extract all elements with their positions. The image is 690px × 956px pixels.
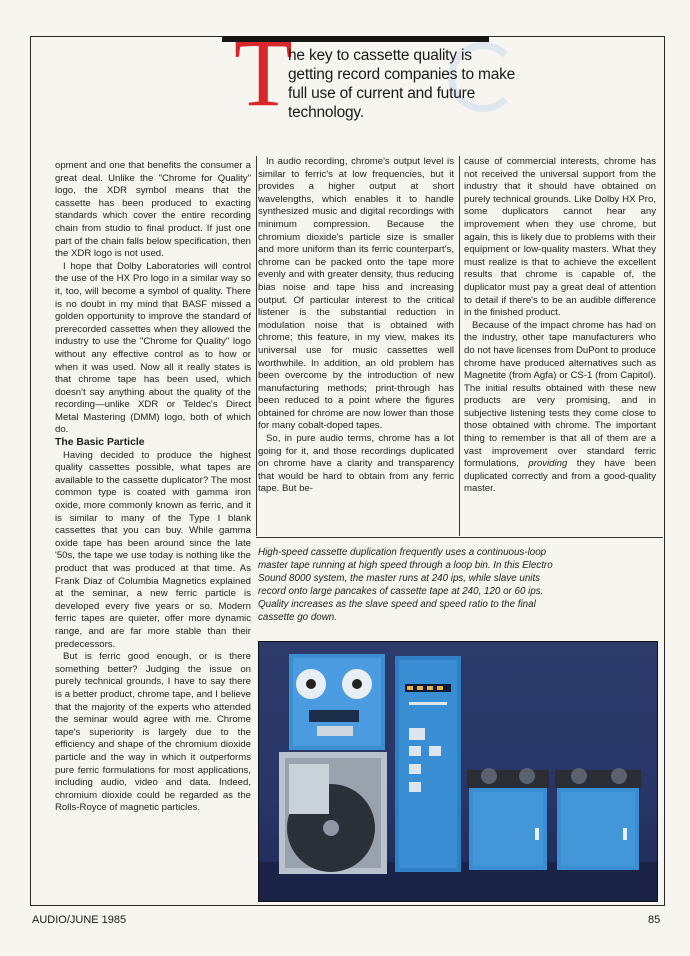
paragraph: Having decided to produce the highest quality cassettes possible, what tapes are available to the cassette duplicator? The most common type is coated with gamma iron oxide, more commonly known as ferric, and it is similar to many of the Type I blank cassettes that you can buy. While gamma oxide tape has been around since the late '50s, the tape we use today is nothing like the product that was produced at that time. As Frank Diaz of Columbia Magnetics explained at the seminar, a new ferric particle is developed every five years or so. Modern ferric tapes are quieter, offer more dynamic range, and are far more stable than their predecessors. bbox=[55, 449, 251, 650]
headline-dropcap: T bbox=[234, 19, 293, 126]
paragraph-text: they have been duplicated correctly and from a good-quality master. bbox=[464, 458, 656, 495]
paragraph: I hope that Dolby Laboratories will control the use of the HX Pro logo in a similar way so it, too, will become a symbol of quality. There is no doubt in my mind that BASF missed a golden opportunity to improve the standard of prerecorded cassettes when they allowed the industry to use the "Chrome for Quality" logo without any effective control as to how or when it was used. Now all it really states is that chrome tape has been used, which doesn't say anything about the quality of the recording—unlike XDR or Teldec's Direct Metal Mastering (DMM) logo, both of which do. bbox=[55, 260, 251, 436]
paragraph: But is ferric good enough, or is there something better? Judging the issue on purely technical grounds, I have to say there is a better product, chrome tape, and I believe that the majority of the experts who attended the seminar would agree with me. Chrome tape's superiority is largely due to the efficiency and shape of the chromium dioxide particle and the way in which it outperforms pure ferric formulations for most applications, including audio, video and data. Indeed, chromium dioxide could be regarded as the Rolls-Royce of magnetic particles. bbox=[55, 651, 251, 814]
section-heading: The Basic Particle bbox=[55, 437, 145, 449]
headline-text: he key to cassette quality is getting record companies to make full use of current and future technology. bbox=[288, 47, 516, 121]
footer-publication: AUDIO/JUNE 1985 bbox=[32, 914, 127, 926]
paragraph: cause of commercial interests, chrome has not received the universal support from the industry that it should have obtained on purely technical grounds. Like Dolby HX Pro, some duplicators cannot hear any improvement when they use chrome, but again, this is likely due to problems with their equipment or low-quality masters. What they must realize is that to achieve the excellent results that chrome is capable of, the duplicator must pay a great deal of attention to detail if there's to be an audible difference in the finished product. bbox=[464, 156, 656, 319]
paragraph: In audio recording, chrome's output level is similar to ferric's at low frequencies, but it provides a higher output at short wavelengths, which enables it to handle synthesized music and digital recordings with minimum compression. Because the chromium dioxide's particle size is smaller and more uniform than its ferric counterpart's, chrome can be packed onto the tape more evenly and with greater density, thus reducing bias noise and tape hiss and increasing output. Of particular interest to the critical listener is the substantial reduction in modulation noise that is obtained with chrome; this feature, in my view, makes its universal use for music cassettes well worthwhile. In addition, an old problem has been overcome by the introduction of new manufacturing methods; print-through has been reduced to a point where the figures obtained for chrome are now lower than those for many cobalt-doped tapes. bbox=[258, 156, 454, 432]
photo-illustration bbox=[259, 642, 657, 901]
article-column-2 bbox=[258, 156, 454, 496]
photo-caption: High-speed cassette duplication frequently uses a continuous-loop master tape running at high speed through a loop bin. In this Electro Sound 8000 system, the master runs at 240 ips, while slave units record onto large pancakes of cassette tape at 240, 120 or 60 ips. Quality increases as the slave speed and speed ratio to the final cassette go down. bbox=[258, 547, 553, 623]
article-column-3 bbox=[464, 156, 656, 496]
paragraph bbox=[464, 320, 656, 496]
article-column-1 bbox=[55, 160, 251, 815]
emphasis: providing bbox=[528, 458, 568, 470]
paragraph-text: Because of the impact chrome has had on the industry, other tape manufacturers who do not have licenses from DuPont to produce chrome have produced alternatives such as Magnetite (from Agfa) or CS-1 (from Capitol). The initial results obtained with these new products are very promising, and in subjective listening tests they come close to those obtained with chrome. The important thing to remember is that all of them are a vast improvement over standard ferric formulations, bbox=[464, 319, 656, 470]
duplication-system-photo bbox=[258, 641, 658, 902]
paragraph: opment and one that benefits the consumer a great deal. Unlike the "Chrome for Quality" logo, the XDR symbol means that the cassette has been produced to exacting standards which cover the entire recording chain from studio to final product. If just one part of the chain falls below specification, then the XDR logo is not used. bbox=[55, 160, 251, 260]
footer-page-number: 85 bbox=[648, 914, 661, 926]
caption-divider bbox=[256, 537, 663, 538]
paragraph: So, in pure audio terms, chrome has a lot going for it, and those recordings duplicated on chrome have a clarity and transparency that would be hard to obtain from any ferric tape. But be- bbox=[258, 433, 454, 495]
column-divider-right bbox=[459, 156, 460, 536]
column-divider-left bbox=[256, 156, 257, 536]
